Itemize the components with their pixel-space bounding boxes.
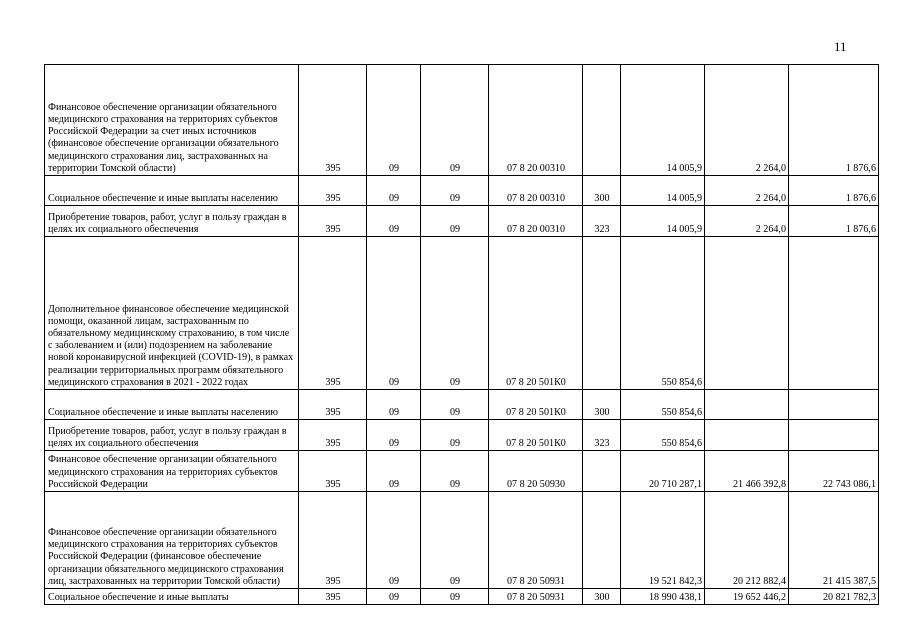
cell-name: Социальное обеспечение и иные выплаты	[45, 589, 299, 605]
table-row	[45, 451, 879, 492]
cell-target-article: 07 8 20 50930	[489, 451, 583, 492]
cell-sum-year2: 21 466 392,8	[705, 451, 789, 492]
table-row	[45, 237, 879, 390]
cell-ministry: 395	[299, 206, 367, 237]
cell-name: Финансовое обеспечение организации обязательного медицинского страхования на территориях субъектов Российской Федерации за счет иных источников (финансовое обеспечение организации обязательного медицинского страхования лиц, застрахованных на территории Томской области)	[45, 65, 299, 176]
cell-section: 09	[367, 176, 421, 206]
cell-subsection: 09	[421, 589, 489, 605]
cell-sum-year1: 550 854,6	[621, 390, 705, 420]
cell-ministry: 395	[299, 420, 367, 451]
cell-expense-type: 300	[583, 176, 621, 206]
cell-section: 09	[367, 589, 421, 605]
cell-name: Приобретение товаров, работ, услуг в пользу граждан в целях их социального обеспечения	[45, 420, 299, 451]
cell-section: 09	[367, 206, 421, 237]
cell-sum-year3	[789, 390, 879, 420]
cell-target-article: 07 8 20 00310	[489, 206, 583, 237]
cell-sum-year1: 14 005,9	[621, 206, 705, 237]
cell-sum-year1: 19 521 842,3	[621, 492, 705, 589]
cell-section: 09	[367, 420, 421, 451]
budget-table	[44, 64, 879, 605]
cell-sum-year1: 550 854,6	[621, 237, 705, 390]
cell-ministry: 395	[299, 176, 367, 206]
cell-target-article: 07 8 20 501К0	[489, 237, 583, 390]
cell-sum-year1: 14 005,9	[621, 176, 705, 206]
cell-sum-year1: 18 990 438,1	[621, 589, 705, 605]
table-row	[45, 420, 879, 451]
cell-ministry: 395	[299, 492, 367, 589]
cell-sum-year1: 14 005,9	[621, 65, 705, 176]
cell-subsection: 09	[421, 65, 489, 176]
cell-sum-year3: 1 876,6	[789, 65, 879, 176]
cell-sum-year2: 2 264,0	[705, 176, 789, 206]
page-number: 11	[834, 39, 847, 54]
cell-ministry: 395	[299, 65, 367, 176]
cell-sum-year3: 20 821 782,3	[789, 589, 879, 605]
cell-sum-year2: 20 212 882,4	[705, 492, 789, 589]
cell-sum-year3: 22 743 086,1	[789, 451, 879, 492]
cell-sum-year1: 550 854,6	[621, 420, 705, 451]
cell-ministry: 395	[299, 237, 367, 390]
cell-sum-year3: 1 876,6	[789, 176, 879, 206]
cell-sum-year1: 20 710 287,1	[621, 451, 705, 492]
cell-sum-year2	[705, 420, 789, 451]
cell-section: 09	[367, 492, 421, 589]
cell-sum-year3	[789, 237, 879, 390]
cell-section: 09	[367, 451, 421, 492]
cell-name: Приобретение товаров, работ, услуг в пользу граждан в целях их социального обеспечения	[45, 206, 299, 237]
cell-subsection: 09	[421, 206, 489, 237]
table-row	[45, 589, 879, 605]
cell-sum-year2: 19 652 446,2	[705, 589, 789, 605]
cell-expense-type: 323	[583, 206, 621, 237]
cell-subsection: 09	[421, 492, 489, 589]
cell-subsection: 09	[421, 237, 489, 390]
cell-target-article: 07 8 20 00310	[489, 176, 583, 206]
cell-ministry: 395	[299, 390, 367, 420]
cell-expense-type	[583, 451, 621, 492]
cell-sum-year3: 1 876,6	[789, 206, 879, 237]
cell-target-article: 07 8 20 501К0	[489, 420, 583, 451]
table-row	[45, 390, 879, 420]
cell-section: 09	[367, 237, 421, 390]
cell-ministry: 395	[299, 451, 367, 492]
cell-sum-year3	[789, 420, 879, 451]
table-row	[45, 176, 879, 206]
cell-expense-type	[583, 237, 621, 390]
cell-section: 09	[367, 65, 421, 176]
cell-target-article: 07 8 20 00310	[489, 65, 583, 176]
cell-expense-type	[583, 492, 621, 589]
cell-target-article: 07 8 20 50931	[489, 492, 583, 589]
cell-expense-type	[583, 65, 621, 176]
cell-subsection: 09	[421, 176, 489, 206]
cell-sum-year2: 2 264,0	[705, 206, 789, 237]
cell-subsection: 09	[421, 390, 489, 420]
cell-expense-type: 300	[583, 390, 621, 420]
table-row	[45, 206, 879, 237]
cell-expense-type: 323	[583, 420, 621, 451]
cell-subsection: 09	[421, 420, 489, 451]
cell-name: Финансовое обеспечение организации обязательного медицинского страхования на территориях субъектов Российской Федерации (финансовое обеспечение организации обязательного медицинского страхования лиц, застрахованных на территории Томской области)	[45, 492, 299, 589]
cell-name: Финансовое обеспечение организации обязательного медицинского страхования на территориях субъектов Российской Федерации	[45, 451, 299, 492]
cell-target-article: 07 8 20 50931	[489, 589, 583, 605]
table-row	[45, 65, 879, 176]
cell-target-article: 07 8 20 501К0	[489, 390, 583, 420]
cell-sum-year2	[705, 390, 789, 420]
cell-name: Социальное обеспечение и иные выплаты населению	[45, 390, 299, 420]
table-row	[45, 492, 879, 589]
cell-section: 09	[367, 390, 421, 420]
cell-sum-year3: 21 415 387,5	[789, 492, 879, 589]
cell-name: Дополнительное финансовое обеспечение медицинской помощи, оказанной лицам, застрахованным по обязательному медицинскому страхованию, в том числе с заболеванием и (или) подозрением на заболевание новой коронавирусной инфекцией (COVID-19), в рамках реализации территориальных программ обязательного медицинского страхования в 2021 - 2022 годах	[45, 237, 299, 390]
cell-sum-year2: 2 264,0	[705, 65, 789, 176]
cell-expense-type: 300	[583, 589, 621, 605]
cell-ministry: 395	[299, 589, 367, 605]
cell-name: Социальное обеспечение и иные выплаты населению	[45, 176, 299, 206]
cell-subsection: 09	[421, 451, 489, 492]
cell-sum-year2	[705, 237, 789, 390]
